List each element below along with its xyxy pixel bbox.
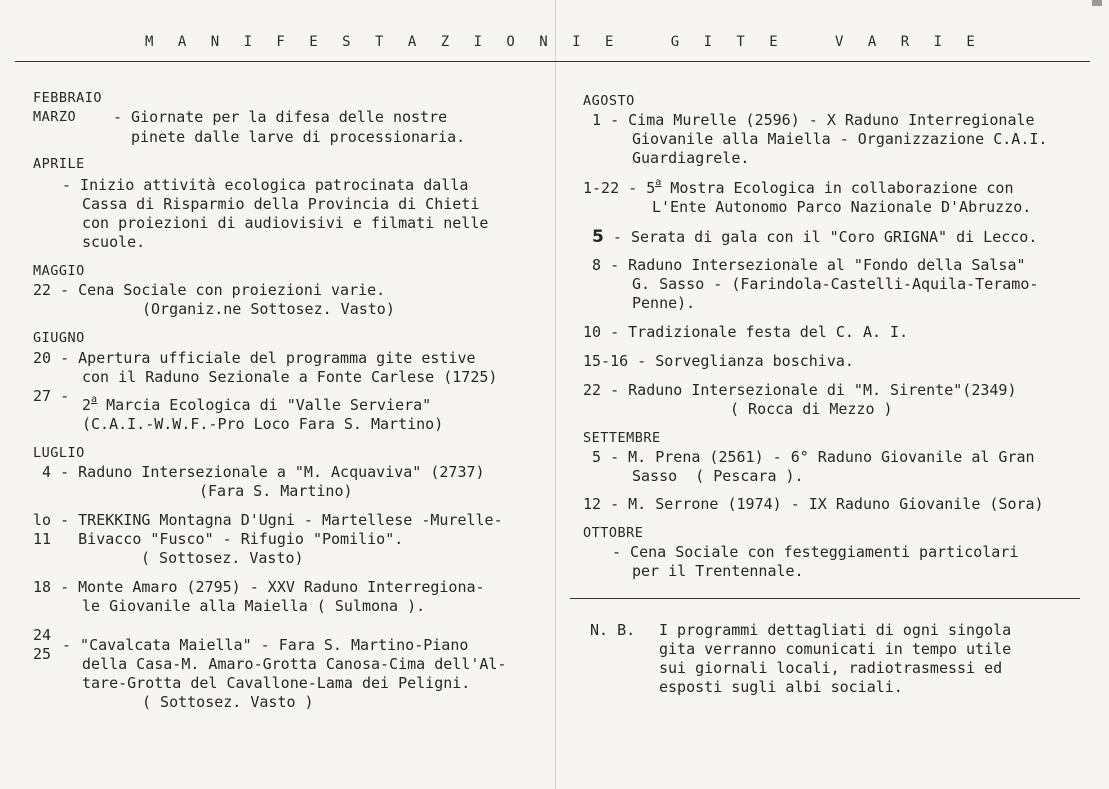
event-text: 5 - Serata di gala con il "Coro GRIGNA" di Lecco. xyxy=(592,227,1038,247)
note-text: gita verranno comunicati in tempo utile xyxy=(659,640,1012,658)
event-text: con proiezioni di audiovisivi e filmati nelle xyxy=(82,214,489,232)
event-text: 2$^a$ Marcia Ecologica di "Valle Serviera" xyxy=(82,394,432,414)
event-text: (Organiz.ne Sottosez. Vasto) xyxy=(142,300,395,318)
event-text: con il Raduno Sezionale a Fonte Carlese (1725) xyxy=(82,368,498,386)
event-text: (C.A.I.-W.W.F.-Pro Loco Fara S. Martino) xyxy=(82,415,444,433)
header-right: E G I T E V A R I E xyxy=(605,34,983,50)
event-text: 4 - Raduno Intersezionale a "M. Acquaviva" (2737) xyxy=(33,463,485,481)
month-maggio: MAGGIO xyxy=(33,263,85,279)
note-text: sui giornali locali, radiotrasmessi ed xyxy=(659,659,1003,677)
event-text: ( Sottosez. Vasto ) xyxy=(142,693,314,711)
corner-mark xyxy=(1092,0,1102,6)
header-left: M A N I F E S T A Z I O N I xyxy=(145,34,589,50)
event-date: 24 xyxy=(33,626,52,644)
header-rule xyxy=(15,61,1090,62)
event-text: tare-Grotta del Cavallone-Lama dei Peligni. xyxy=(82,674,471,692)
event-text: della Casa-M. Amaro-Grotta Canosa-Cima dell'Al- xyxy=(82,655,507,673)
event-text: G. Sasso - (Farindola-Castelli-Aquila-Teramo- xyxy=(632,275,1039,293)
event-text: Penne). xyxy=(632,294,696,312)
month-luglio: LUGLIO xyxy=(33,445,85,461)
event-text: Sasso ( Pescara ). xyxy=(632,467,804,485)
event-text: pinete dalle larve di processionaria. xyxy=(131,128,466,146)
event-text: 22 - Cena Sociale con proiezioni varie. xyxy=(33,281,386,299)
event-text: Giovanile alla Maiella - Organizzazione C.A.I. xyxy=(632,130,1048,148)
month-agosto: AGOSTO xyxy=(583,93,635,109)
event-text: Guardiagrele. xyxy=(632,149,750,167)
month-aprile: APRILE xyxy=(33,156,85,172)
event-text: 8 - Raduno Intersezionale al "Fondo della Salsa" xyxy=(583,256,1026,274)
event-date: 25 xyxy=(33,645,52,663)
event-text: 18 - Monte Amaro (2795) - XXV Raduno Interregiona- xyxy=(33,578,485,596)
note-rule xyxy=(570,598,1080,599)
event-text: 22 - Raduno Intersezionale di "M. Sirente"(2349) xyxy=(583,381,1017,399)
note-text: I programmi dettagliati di ogni singola xyxy=(659,621,1012,639)
event-text: 11 Bivacco "Fusco" - Rifugio "Pomilio". xyxy=(33,530,404,548)
event-text: scuole. xyxy=(82,233,146,251)
event-text: L'Ente Autonomo Parco Nazionale D'Abruzzo. xyxy=(652,198,1032,216)
event-text: lo - TREKKING Montagna D'Ugni - Martellese -Murelle- xyxy=(33,511,503,529)
event-text: per il Trentennale. xyxy=(632,562,804,580)
month-ottobre: OTTOBRE xyxy=(583,525,644,541)
note-label: N. B. xyxy=(590,621,636,639)
event-text: Cassa di Risparmio della Provincia di Chieti xyxy=(82,195,480,213)
event-text: 10 - Tradizionale festa del C. A. I. xyxy=(583,323,909,341)
note-text: esposti sugli albi sociali. xyxy=(659,678,903,696)
event-text: 1-22 - 5$^a$ Mostra Ecologica in collaborazione con xyxy=(583,177,1014,197)
event-text: - Cena Sociale con festeggiamenti particolari xyxy=(612,543,1019,561)
event-text: le Giovanile alla Maiella ( Sulmona ). xyxy=(82,597,426,615)
event-text: 12 - M. Serrone (1974) - IX Raduno Giovanile (Sora) xyxy=(583,495,1044,513)
month-marzo: MARZO xyxy=(33,109,77,125)
event-text: 20 - Apertura ufficiale del programma gite estive xyxy=(33,349,476,367)
event-text: 5 - M. Prena (2561) - 6° Raduno Giovanile al Gran xyxy=(583,448,1035,466)
event-date: 27 - xyxy=(33,387,70,405)
month-giugno: GIUGNO xyxy=(33,330,85,346)
page-fold xyxy=(555,0,556,789)
event-text: ( Sottosez. Vasto) xyxy=(141,549,304,567)
event-text: (Fara S. Martino) xyxy=(199,482,353,500)
month-febbraio: FEBBRAIO xyxy=(33,90,103,106)
event-text: 1 - Cima Murelle (2596) - X Raduno Interregionale xyxy=(583,111,1035,129)
month-settembre: SETTEMBRE xyxy=(583,430,661,446)
event-text: ( Rocca di Mezzo ) xyxy=(730,400,893,418)
event-text: - Inizio attività ecologica patrocinata dalla xyxy=(62,176,469,194)
event-text: - Giornate per la difesa delle nostre xyxy=(113,108,448,126)
event-text: 15-16 - Sorveglianza boschiva. xyxy=(583,352,854,370)
event-text: - "Cavalcata Maiella" - Fara S. Martino-Piano xyxy=(62,636,469,654)
